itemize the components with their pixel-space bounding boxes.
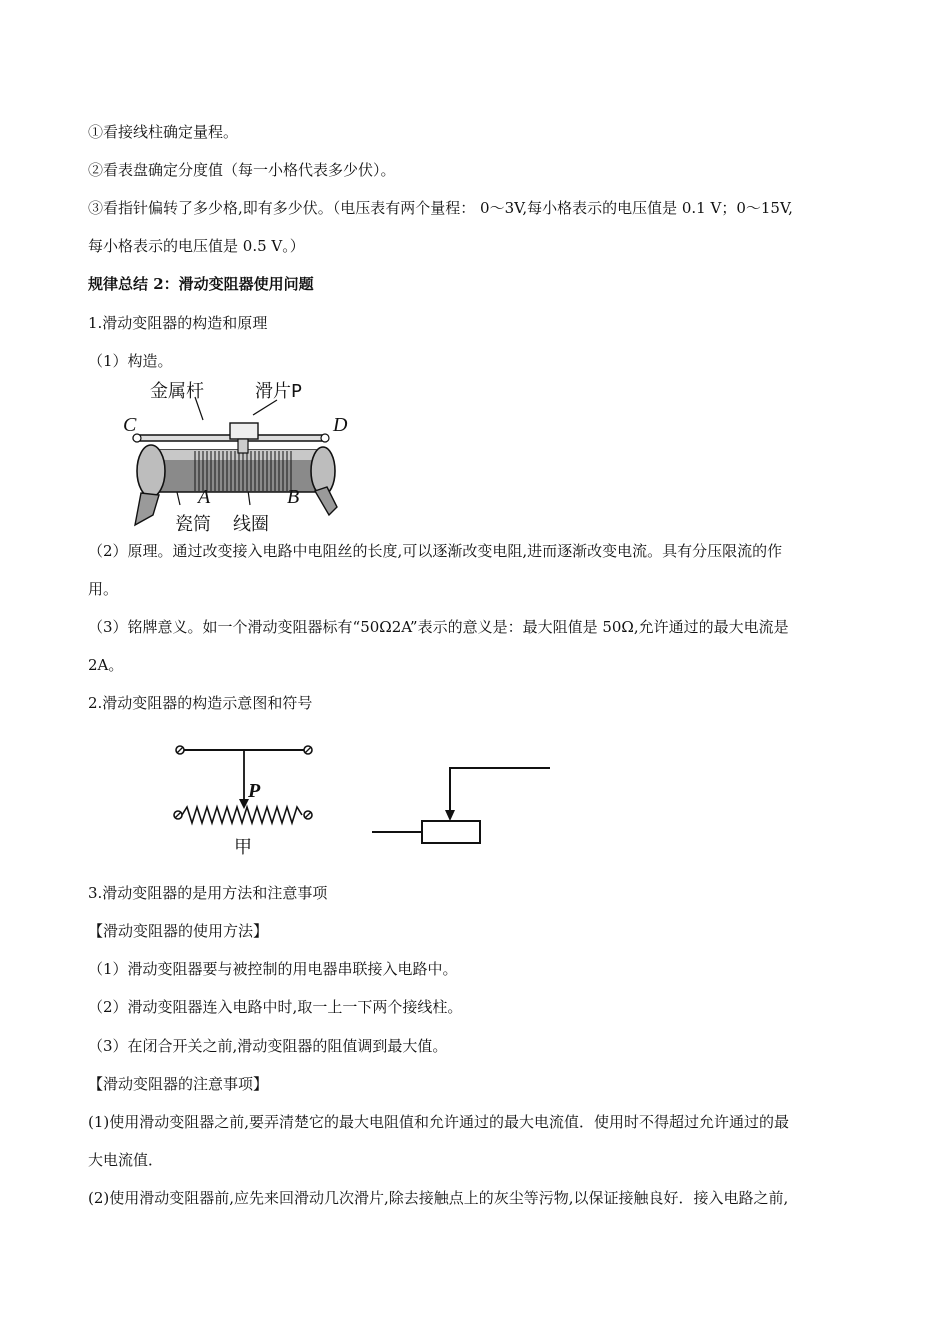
label-d: D (333, 414, 348, 436)
section-heading: 规律总结 2：滑动变阻器使用问题 (88, 275, 314, 293)
line-17: （3）在闭合开关之前,滑动变阻器的阻值调到最大值。 (88, 1037, 448, 1055)
line-12: 2.滑动变阻器的构造示意图和符号 (88, 694, 313, 712)
line-7: （1）构造。 (88, 352, 173, 370)
line-9: 用。 (88, 580, 119, 598)
schematic-jia (168, 735, 323, 860)
line-11: 2A。 (88, 656, 124, 674)
line-18: 【滑动变阻器的注意事项】 (88, 1075, 269, 1093)
line-8: （2）原理。通过改变接入电路中电阻丝的长度,可以逐渐改变电阻,进而逐渐改变电流。具有分压限流的作 (88, 542, 783, 560)
line-13: 3.滑动变阻器的是用方法和注意事项 (88, 884, 328, 902)
rheostat-figure (115, 375, 348, 535)
rheostat-symbol (370, 760, 555, 850)
line-14: 【滑动变阻器的使用方法】 (88, 922, 269, 940)
line-15: （1）滑动变阻器要与被控制的用电器串联接入电路中。 (88, 960, 458, 978)
line-21: (2)使用滑动变阻器前,应先来回滑动几次滑片,除去接触点上的灰尘等污物,以保证接触良好．接入电路之前, (88, 1189, 789, 1207)
label-slider-p: 滑片P (255, 381, 302, 402)
caption-jia: 甲 (234, 837, 252, 858)
line-2: ②看表盘确定分度值（每一小格代表多少伏）。 (88, 161, 396, 179)
label-ceramic-tube: 瓷筒 (175, 514, 211, 535)
line-16: （2）滑动变阻器连入电路中时,取一上一下两个接线柱。 (88, 998, 463, 1016)
line-1: ①看接线柱确定量程。 (88, 123, 239, 141)
line-20: 大电流值． (88, 1151, 164, 1169)
line-6: 1.滑动变阻器的构造和原理 (88, 314, 268, 332)
label-c: C (123, 414, 137, 436)
label-metal-rod: 金属杆 (150, 381, 204, 402)
line-10: （3）铭牌意义。如一个滑动变阻器标有“50Ω2A”表示的意义是：最大阻值是 50Ω,允许通过的最大电流是 (88, 618, 789, 636)
label-b: B (287, 486, 300, 508)
label-coil: 线圈 (233, 514, 269, 535)
label-a: A (198, 486, 211, 508)
label-p: P (248, 780, 261, 802)
line-4: 每小格表示的电压值是 0.5 V。） (88, 237, 305, 255)
line-19: (1)使用滑动变阻器之前,要弄清楚它的最大电阻值和允许通过的最大电流值．使用时不得超过允许通过的最 (88, 1113, 790, 1131)
line-3: ③看指针偏转了多少格,即有多少伏。（电压表有两个量程： 0～3V,每小格表示的电压值是 0.1 V；0～15V, (88, 199, 793, 217)
